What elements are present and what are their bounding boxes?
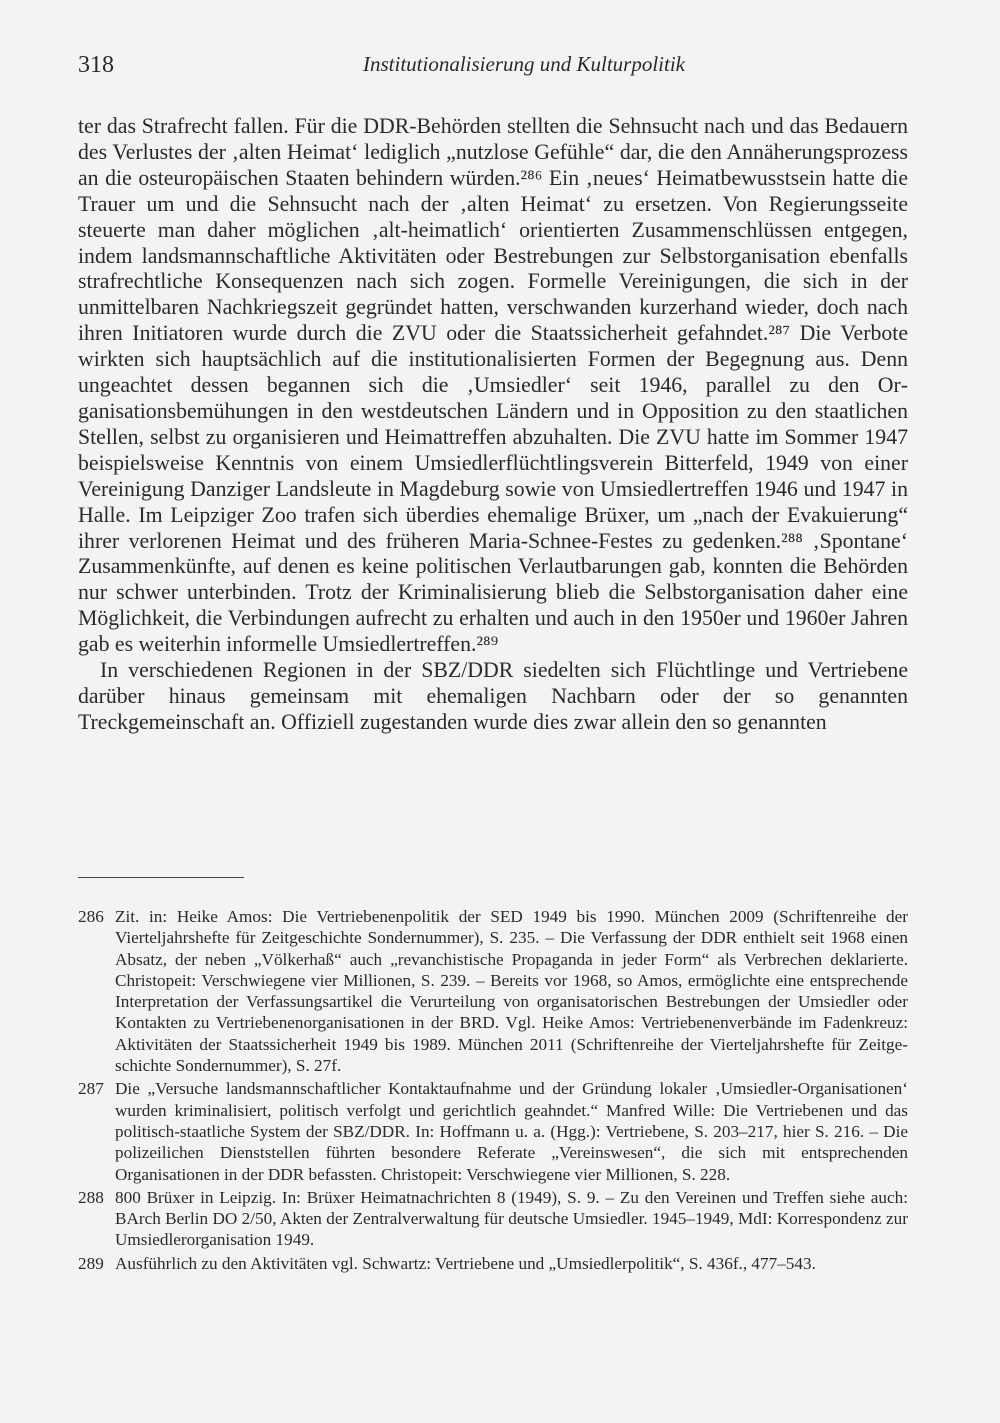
footnotes xyxy=(78,906,908,1274)
footnote-number: 289 xyxy=(78,1253,104,1273)
page-number: 318 xyxy=(78,52,114,78)
running-title: Institutionalisierung und Kulturpolitik xyxy=(362,52,685,76)
footnote-number: 287 xyxy=(78,1079,104,1099)
footnote-text: 800 Brüxer in Leipzig. In: Brüxer Heimatnachrichten 8 (1949), S. 9. – Zu den Vereinen und Treffen siehe auch: BArch Berlin DO 2/50, Akten der Zentralverwaltung für deutsche Umsiedler. 1945–1949, MdI: Korrespondenz zur Umsiedlerorganisation 1949. xyxy=(115,1187,908,1250)
page-header xyxy=(78,52,908,86)
footnote-text: Zit. in: Heike Amos: Die Vertriebenenpolitik der SED 1949 bis 1990. München 2009 (Schriftenreihe der Vierteljahrshefte für Zeitgeschichte Sondernummer), S. 235. – Die Verfassung der DDR enthielt seit 1968 einen Absatz, der neben „Völkerhaß“ auch „revanchistische Propaganda in jeder Form“ als Verbrechen deklarierte. Christopeit: Verschwiegene vier Millionen, S. 239. – Bereits vor 1968, so Amos, ermöglichte eine entsprechende Interpretation der Verfassungsartikel die Verurteilung von organisatorischen Bestrebungen der Umsiedler oder Kontakten zu Vertriebenenorganisationen in der BRD. Vgl. Heike Amos: Vertriebenenverbände im Fadenkreuz: Aktivitäten der Staatssicherheit 1949 bis 1989. München 2011 (Schriftenreihe der Vierteljahrshefte für Zeitgeschichte Sondernummer), S. 27f. xyxy=(115,907,908,1076)
footnote-number: 288 xyxy=(78,1187,104,1207)
body-paragraph: In verschiedenen Regionen in der SBZ/DDR siedelten sich Flüchtlinge und Vertriebene darüber hinaus gemeinsam mit ehemaligen Nachbarn oder der so genannten Treckgemeinschaft an. Offiziell zugestanden wurde dies zwar allein den so genannten xyxy=(78,658,908,734)
body-paragraph: ter das Strafrecht fallen. Für die DDR-Behörden stellten die Sehnsucht nach und das Bedauern des Verlustes der ‚alten Heimat‘ lediglich „nutzlose Gefühle“ dar, die den Annäherungsprozess an die osteuropäischen Staaten behindern würden.²⁸⁶ Ein ‚neues‘ Heimatbewusstsein hatte die Trauer um und die Sehnsucht nach der ‚alten Heimat‘ zu ersetzen. Von Regierungsseite steuerte man daher möglichen ‚alt-heimatlich‘ orientierten Zusammenschlüssen entgegen, indem landsmannschaftliche Aktivitäten oder Bestrebungen zur Selbstorganisation ebenfalls strafrechtliche Konsequenzen nach sich zogen. Formelle Vereinigungen, die sich in der unmittelbaren Nachkriegszeit gegründet hatten, verschwanden kurzerhand wieder, doch nach ihren Initiatoren wurde durch die ZVU oder die Staatssicherheit gefahndet.²⁸⁷ Die Verbote wirkten sich hauptsächlich auf die institutionalisierten Formen der Begegnung aus. Denn ungeachtet dessen begannen sich die ‚Umsiedler‘ seit 1946, parallel zu den Organisationsbemühungen in den westdeutschen Ländern und in Opposition zu den staatlichen Stellen, selbst zu organisieren und Heimattreffen abzuhalten. Die ZVU hatte im Sommer 1947 beispielsweise Kenntnis von einem Umsiedlerflüchtlingsverein Bitterfeld, 1949 von einer Vereinigung Danziger Landsleute in Magdeburg sowie von Umsiedlertreffen 1946 und 1947 in Halle. Im Leipziger Zoo trafen sich überdies ehemalige Brüxer, um „nach der Evakuierung“ ihrer verlorenen Heimat und des früheren Maria-Schnee-Festes zu gedenken.²⁸⁸ ‚Spontane‘ Zusammenkünfte, auf denen es keine politischen Verlautbarungen gab, konnten die Behörden nur schwer unterbinden. Trotz der Kriminalisierung blieb die Selbstorganisation daher eine Möglichkeit, die Verbindungen aufrecht zu erhalten und auch in den 1950er und 1960er Jahren gab es weiterhin informelle Umsiedlertreffen.²⁸⁹ xyxy=(78,114,908,657)
footnote-separator xyxy=(78,877,244,878)
footnote xyxy=(78,906,908,1076)
footnote-number: 286 xyxy=(78,907,104,926)
footnote xyxy=(78,1253,908,1274)
footnote xyxy=(78,1078,908,1184)
footnote-text: Die „Versuche landsmannschaftlicher Kontaktaufnahme und der Gründung lokaler ‚Umsiedler-Organisationen‘ wurden kriminalisiert, politisch verfolgt und gerichtlich geahndet.“ Manfred Wille: Die Vertriebenen und das politisch-staatliche System der SBZ/DDR. In: Hoffmann u. a. (Hgg.): Vertriebene, S. 203–217, hier S. 216. – Die polizeilichen Dienststellen führten besondere Referate „Vereinswesen“, die sich mit entsprechenden Organisationen in der DDR befassten. Christopeit: Verschwiegene vier Millionen, S. 228. xyxy=(115,1079,908,1184)
main-text xyxy=(78,114,908,736)
footnote xyxy=(78,1187,908,1251)
footnote-text: Ausführlich zu den Aktivitäten vgl. Schwartz: Vertriebene und „Umsiedlerpolitik“, S. 436f., 477–543. xyxy=(115,1253,816,1273)
